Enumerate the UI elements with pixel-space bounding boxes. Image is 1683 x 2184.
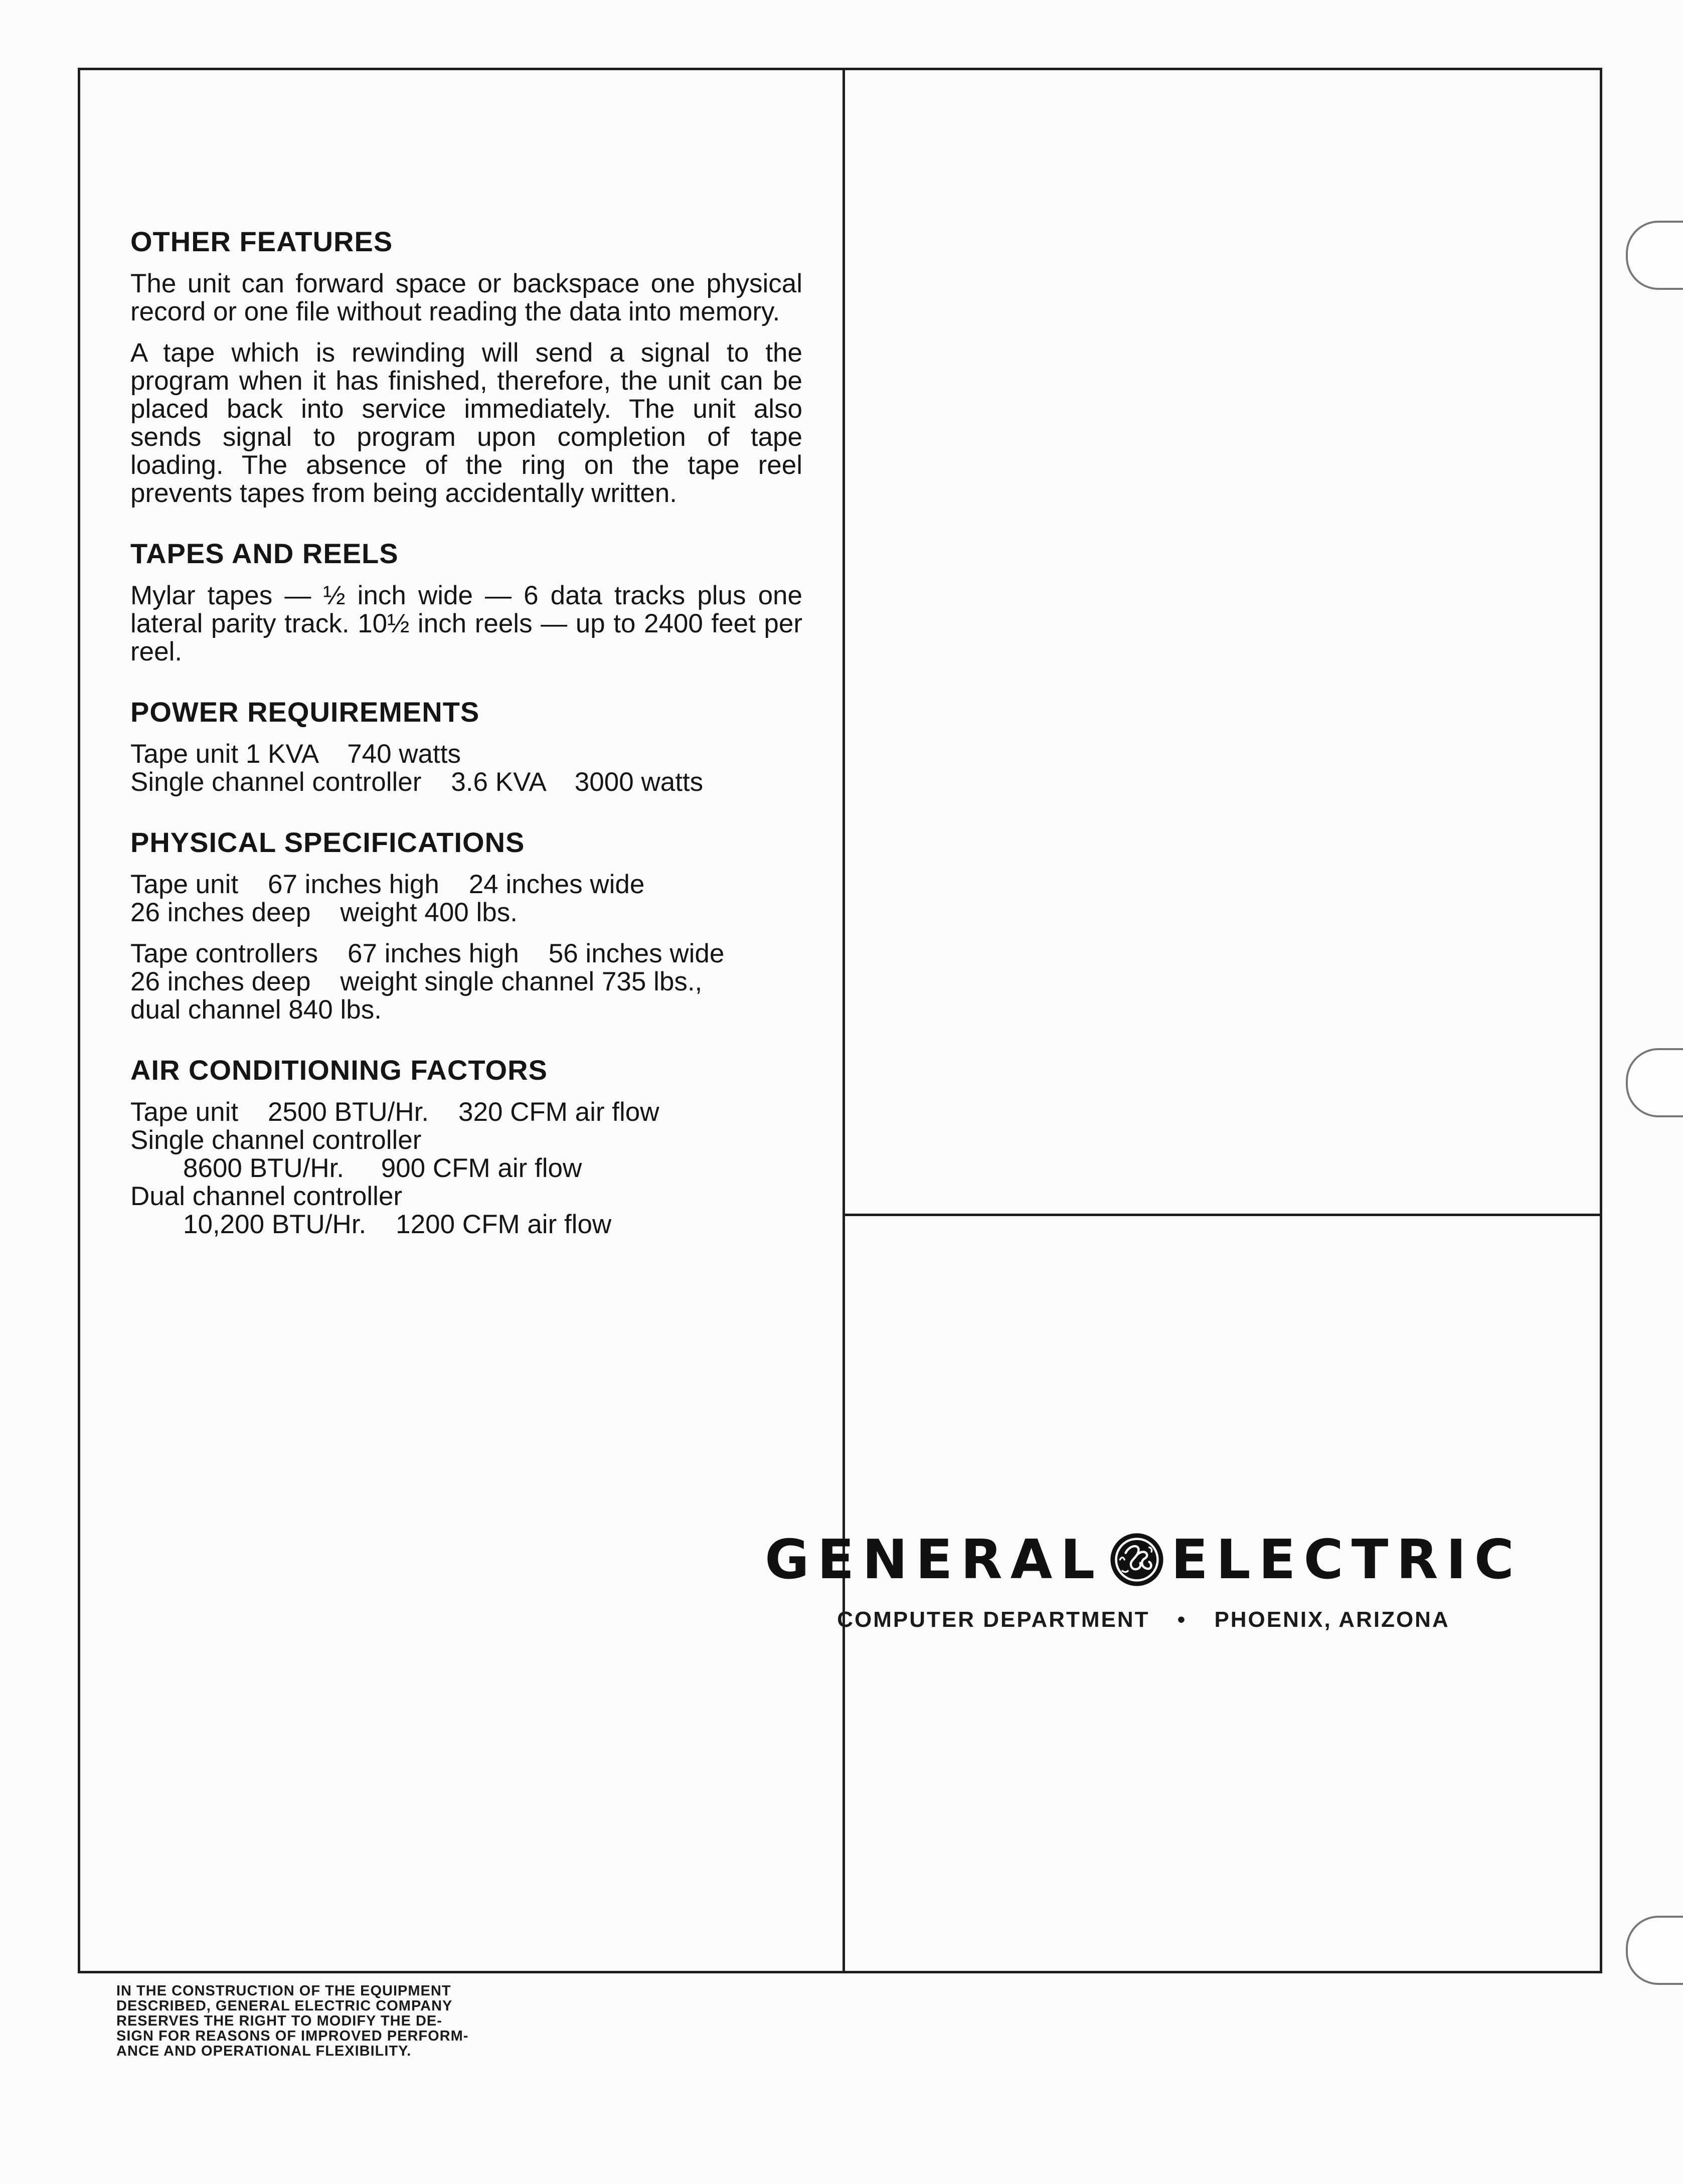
ge-word-electric: ELECTRIC — [1171, 1528, 1522, 1591]
air-conditioning-section — [130, 1054, 802, 1239]
binder-hole-middle — [1626, 1048, 1683, 1117]
disclaimer-line: SIGN FOR REASONS OF IMPROVED PERFORM- — [116, 2028, 469, 2044]
air-line-single-label: Single channel controller — [130, 1125, 422, 1155]
physical-spec-tape-controllers — [130, 940, 802, 1024]
spec-line: 26 inches deep weight single channel 735 lbs., — [130, 967, 703, 996]
air-line-dual-label: Dual channel controller — [130, 1182, 403, 1211]
physical-specifications-heading: PHYSICAL SPECIFICATIONS — [130, 826, 525, 858]
other-features-paragraph-2: A tape which is rewinding will send a signal to the program when it has finished, therefore, the unit can be placed back into service immediately. The unit also sends signal to program upon completion of tape loading. The absence of the ring on the tape reel prevents tapes from being accidentally written. — [130, 338, 802, 508]
tapes-and-reels-heading: TAPES AND REELS — [130, 538, 399, 569]
tapes-and-reels-section — [130, 538, 802, 666]
disclaimer — [116, 1983, 497, 2059]
spec-line: dual channel 840 lbs. — [130, 995, 382, 1025]
ge-department-line — [765, 1607, 1522, 1632]
ge-location: PHOENIX, ARIZONA — [1214, 1607, 1450, 1632]
spec-line: Tape controllers 67 inches high 56 inches wide — [130, 939, 725, 968]
ge-logo — [765, 1517, 1522, 1602]
bullet-separator: • — [1177, 1607, 1187, 1632]
ge-word-general: GENERAL — [765, 1528, 1103, 1591]
disclaimer-line: DESCRIBED, GENERAL ELECTRIC COMPANY — [116, 1998, 453, 2014]
power-requirements-heading: POWER REQUIREMENTS — [130, 696, 480, 728]
power-line-controller: Single channel controller 3.6 KVA 3000 watts — [130, 767, 704, 797]
physical-specifications-section — [130, 826, 802, 1024]
binder-hole-top — [1626, 221, 1683, 290]
physical-spec-tape-unit — [130, 871, 802, 927]
air-line-dual-values: 10,200 BTU/Hr. 1200 CFM air flow — [183, 1210, 612, 1239]
spec-line: 26 inches deep weight 400 lbs. — [130, 898, 518, 927]
other-features-section — [130, 226, 802, 508]
spec-column — [130, 226, 802, 1269]
power-requirements-section — [130, 696, 802, 796]
binder-hole-bottom — [1626, 1916, 1683, 1985]
ge-brand-panel — [765, 1146, 1522, 1903]
power-line-tape-unit: Tape unit 1 KVA 740 watts — [130, 739, 461, 769]
tapes-and-reels-text: Mylar tapes — ½ inch wide — 6 data tracks plus one lateral parity track. 10½ inch reels — up to 2400 feet per reel. — [130, 581, 802, 666]
ge-department: COMPUTER DEPARTMENT — [837, 1607, 1150, 1632]
other-features-paragraph-1: The unit can forward space or backspace one physical record or one file without reading the data into memory. — [130, 269, 802, 326]
other-features-heading: OTHER FEATURES — [130, 226, 393, 257]
air-line-tape-unit: Tape unit 2500 BTU/Hr. 320 CFM air flow — [130, 1097, 659, 1127]
air-conditioning-heading: AIR CONDITIONING FACTORS — [130, 1054, 548, 1086]
ge-monogram-icon — [1109, 1517, 1165, 1602]
spec-line: Tape unit 67 inches high 24 inches wide — [130, 870, 645, 899]
disclaimer-line: ANCE AND OPERATIONAL FLEXIBILITY. — [116, 2043, 412, 2059]
disclaimer-line: RESERVES THE RIGHT TO MODIFY THE DE- — [116, 2013, 442, 2029]
air-line-single-values: 8600 BTU/Hr. 900 CFM air flow — [183, 1153, 582, 1183]
disclaimer-line: IN THE CONSTRUCTION OF THE EQUIPMENT — [116, 1983, 451, 1999]
